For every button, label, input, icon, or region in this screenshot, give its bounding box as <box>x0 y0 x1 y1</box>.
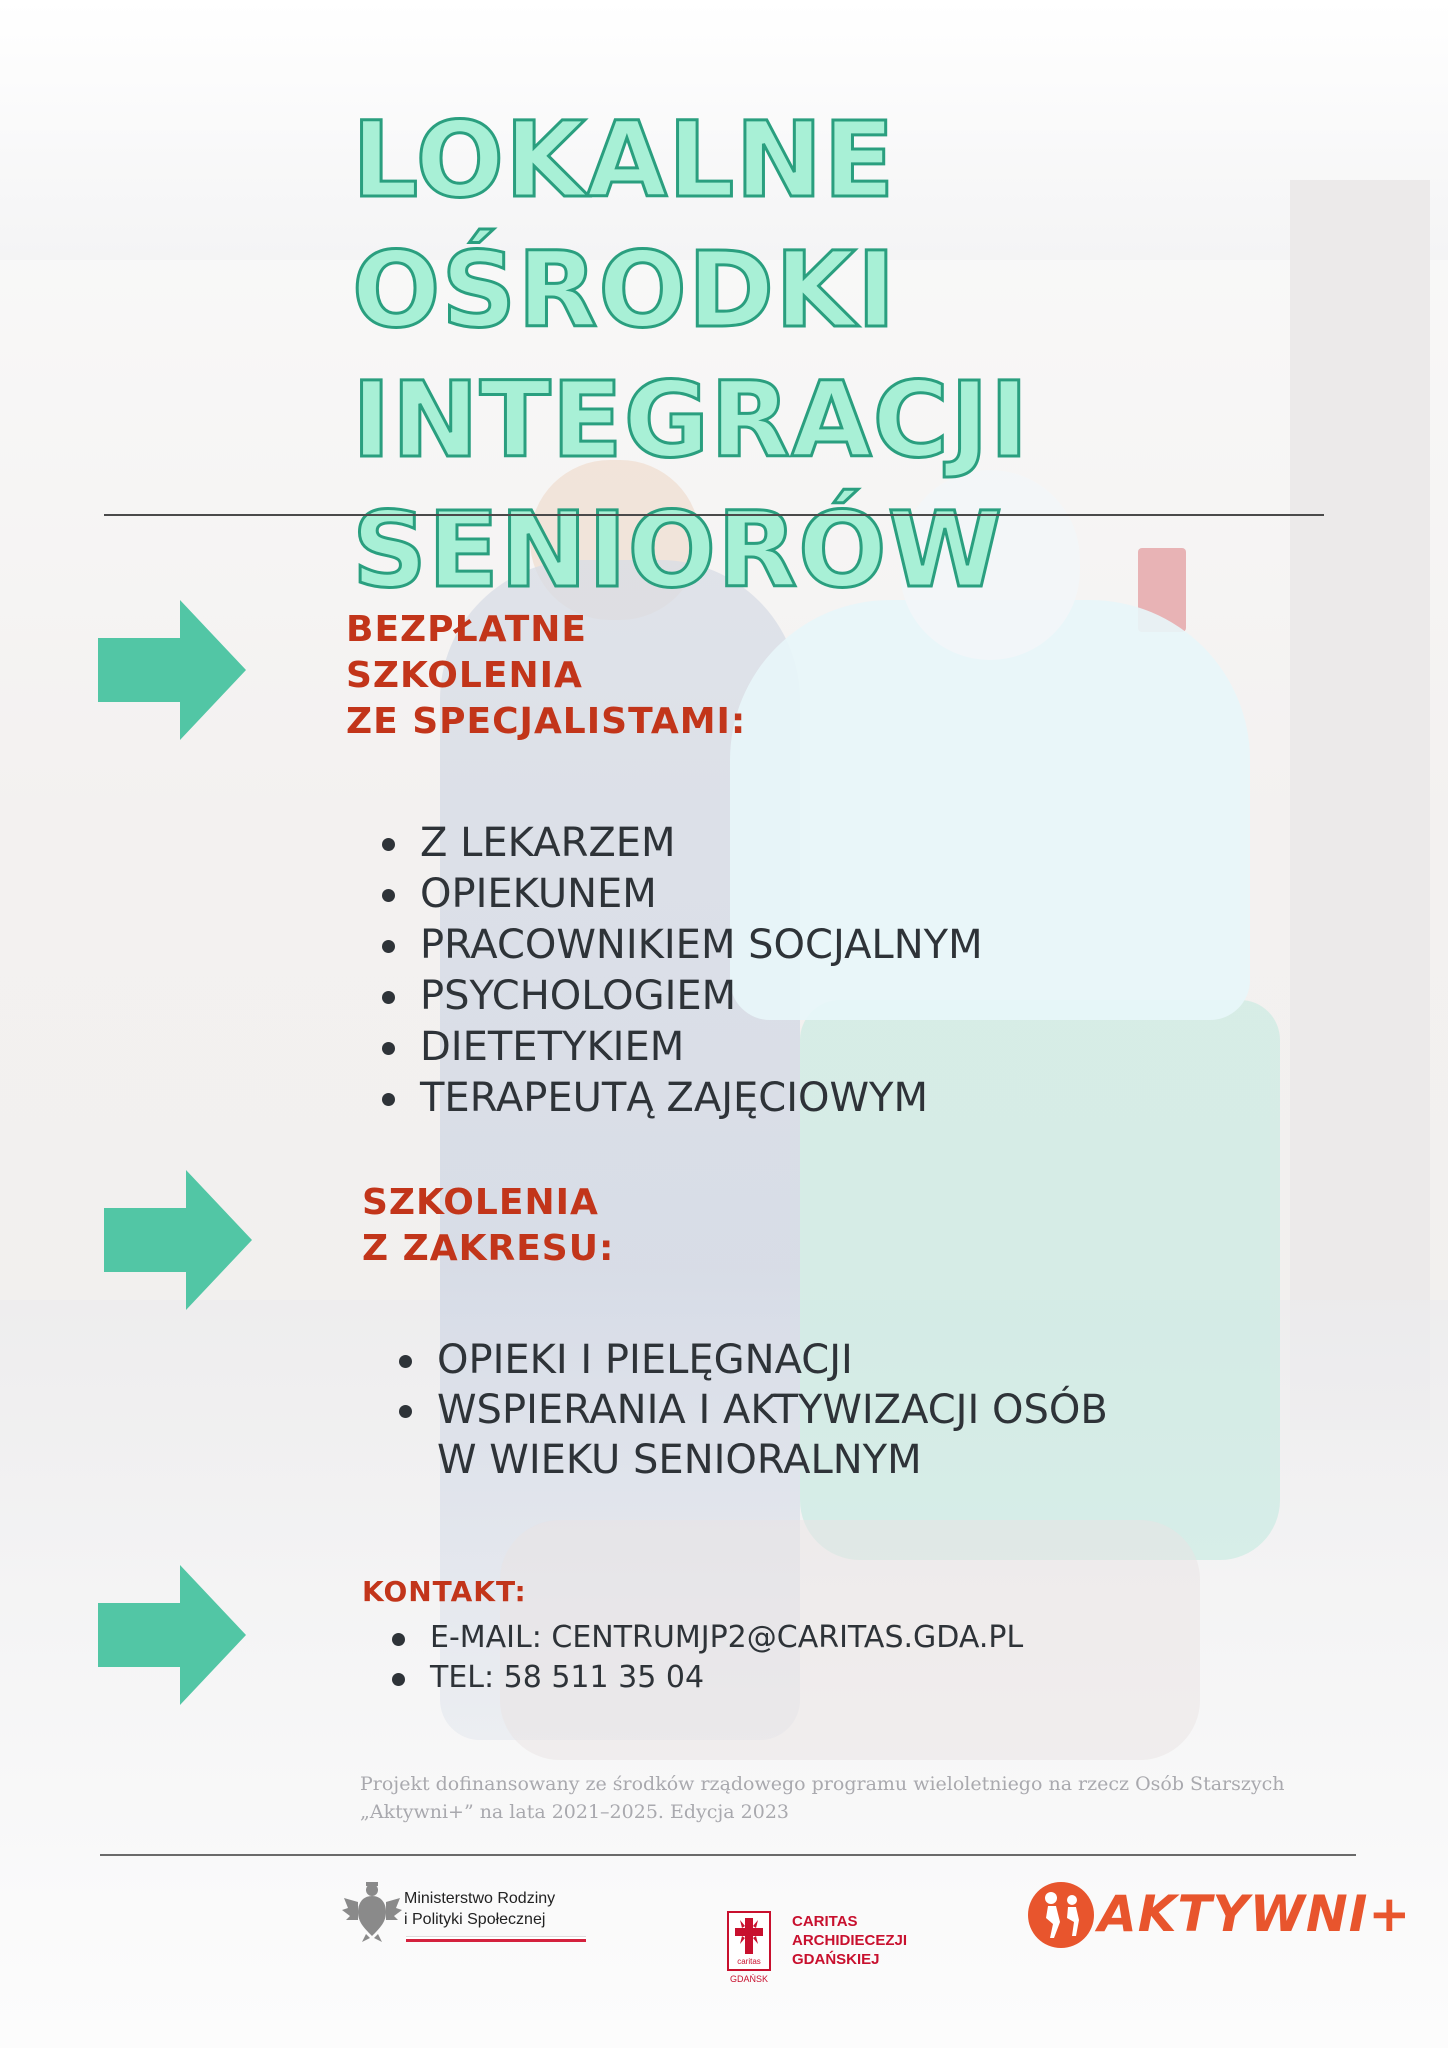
list-item-line: WSPIERANIA I AKTYWIZACJI OSÓB <box>437 1387 1108 1433</box>
section1-heading <box>346 607 746 745</box>
list-item: DIETETYKIEM <box>378 1022 983 1073</box>
funding-note-line: „Aktywni+” na lata 2021–2025. Edycja 2023 <box>360 1801 790 1823</box>
aktywni-figures-icon <box>1026 1880 1096 1950</box>
caritas-cross-icon <box>726 1910 772 1980</box>
contact-phone[interactable]: TEL: 58 511 35 04 <box>388 1658 1023 1698</box>
ministry-name-line: Ministerstwo Rodziny <box>404 1890 556 1907</box>
contact-heading: KONTAKT: <box>362 1575 527 1608</box>
caritas-name-line: GDAŃSKIEJ <box>792 1951 880 1968</box>
section1-heading-line: ZE SPECJALISTAMI: <box>346 701 747 742</box>
section2-heading-line: Z ZAKRESU: <box>362 1228 615 1269</box>
section2-heading <box>362 1180 614 1272</box>
aktywni-name: AKTYWNI+ <box>1098 1885 1412 1943</box>
topics-list <box>395 1335 1255 1485</box>
caritas-name-line: ARCHIDIECEZJI <box>792 1932 908 1949</box>
list-item: TERAPEUTĄ ZAJĘCIOWYM <box>378 1073 983 1124</box>
list-item: Z LEKARZEM <box>378 818 983 869</box>
title-line-1: LOKALNE OŚRODKI <box>352 99 897 351</box>
list-item: PRACOWNIKIEM SOCJALNYM <box>378 920 983 971</box>
eagle-emblem-icon <box>342 1878 402 1944</box>
divider-top <box>104 514 1324 516</box>
divider-bottom <box>100 1854 1356 1856</box>
poster-title <box>352 95 1352 615</box>
ministry-logo <box>342 1878 582 1948</box>
arrow-right-icon <box>98 1565 246 1705</box>
caritas-name-line: CARITAS <box>792 1913 858 1930</box>
title-line-2: INTEGRACJI <box>352 359 1030 481</box>
arrow-right-icon <box>98 600 246 740</box>
caritas-name <box>792 1912 907 1969</box>
list-item-line: OPIEKI I PIELĘGNACJI <box>437 1337 853 1383</box>
section1-heading-line: BEZPŁATNE <box>346 609 587 650</box>
arrow-right-icon <box>104 1170 252 1310</box>
list-item-line: W WIEKU SENIORALNYM <box>437 1437 922 1483</box>
funding-note <box>360 1770 1340 1826</box>
ministry-name <box>404 1888 555 1930</box>
aktywni-logo <box>1026 1878 1412 1954</box>
list-item: PSYCHOLOGIEM <box>378 971 983 1022</box>
ministry-name-line: i Polityki Społecznej <box>404 1911 546 1928</box>
title-line-3: SENIORÓW <box>352 489 1004 611</box>
funding-note-line: Projekt dofinansowany ze środków rządowego programu wieloletniego na rzecz Osób Starszych <box>360 1773 1285 1795</box>
contact-list <box>388 1618 1023 1698</box>
list-item <box>395 1385 1255 1485</box>
section1-heading-line: SZKOLENIA <box>346 655 583 696</box>
flag-bar <box>406 1936 586 1942</box>
specialists-list <box>378 818 983 1124</box>
caritas-logo <box>726 1910 946 1990</box>
contact-email[interactable]: E-MAIL: CENTRUMJP2@CARITAS.GDA.PL <box>388 1618 1023 1658</box>
caritas-city: GDAŃSK <box>729 1974 768 1984</box>
list-item: OPIEKUNEM <box>378 869 983 920</box>
section2-heading-line: SZKOLENIA <box>362 1182 599 1223</box>
list-item <box>395 1335 1255 1385</box>
svg-text:caritas: caritas <box>737 1957 761 1966</box>
